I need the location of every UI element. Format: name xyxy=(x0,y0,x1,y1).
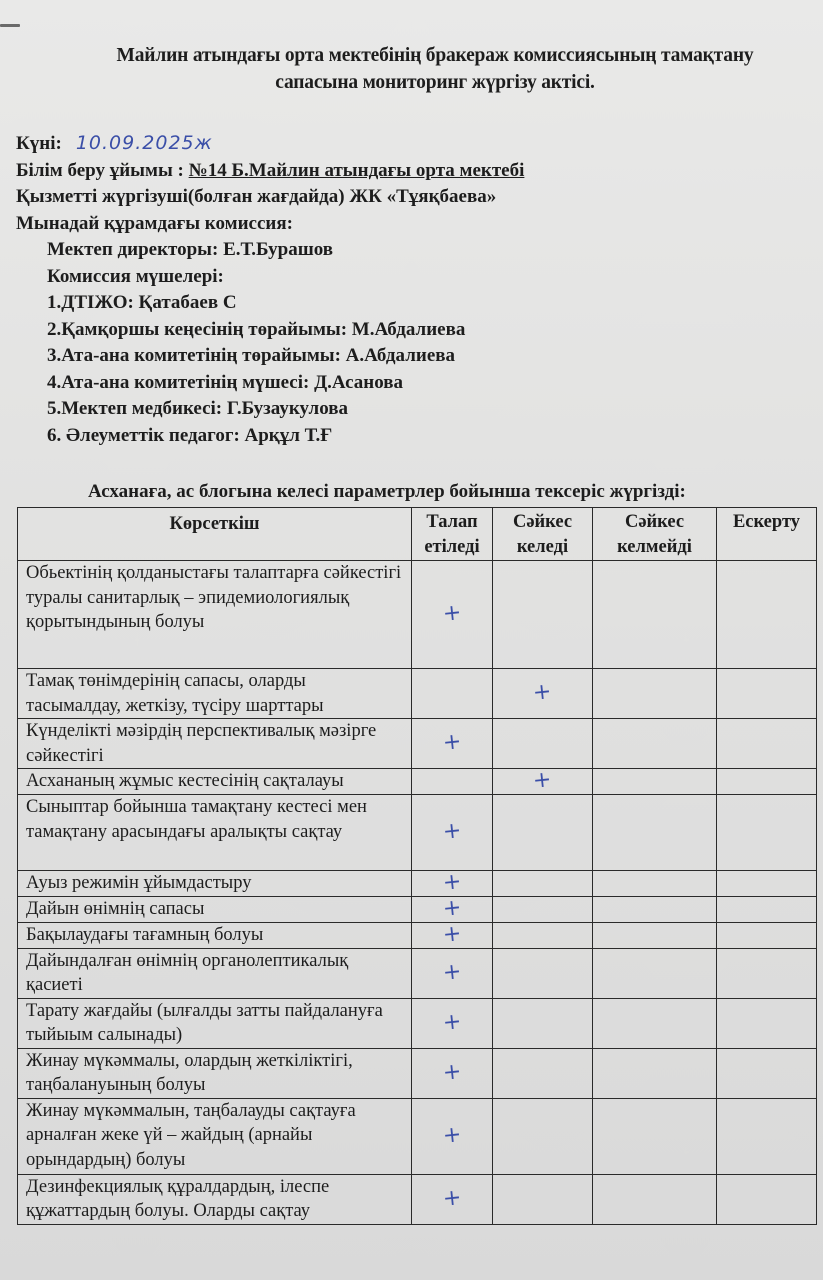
noncompliant-cell xyxy=(593,1098,717,1174)
noncompliant-cell xyxy=(593,795,717,871)
handwritten-plus-mark: + xyxy=(441,1184,463,1212)
handwritten-plus-mark: + xyxy=(441,1008,463,1036)
document-info xyxy=(16,130,816,449)
date-line xyxy=(16,130,816,158)
table-row xyxy=(18,948,817,998)
indicator-cell: Күнделікті мәзірдің перспективалық мәзірге сәйкестігі xyxy=(18,719,412,769)
member-3: 3.Ата-ана комитетінің төрайымы: А.Абдалиева xyxy=(47,345,456,366)
noncompliant-cell xyxy=(593,948,717,998)
note-cell xyxy=(717,561,817,669)
indicator-cell: Тарату жағдайы (ылғалды затты пайдалануға тыйыым салынады) xyxy=(18,998,412,1048)
noncompliant-cell xyxy=(593,871,717,897)
title-line-2: сапасына мониторинг жүргізу актісі. xyxy=(275,72,595,93)
members-heading: Комиссия мүшелері: xyxy=(47,265,224,287)
header-required: Талап етіледі xyxy=(412,508,493,561)
inspection-table xyxy=(17,507,817,1225)
note-cell xyxy=(717,1098,817,1174)
table-row xyxy=(18,922,817,948)
noncompliant-cell xyxy=(593,561,717,669)
compliant-cell xyxy=(493,998,593,1048)
table-row xyxy=(18,795,817,871)
required-cell xyxy=(412,1048,493,1098)
compliant-cell xyxy=(493,1174,593,1224)
compliant-cell xyxy=(493,948,593,998)
note-cell xyxy=(717,1174,817,1224)
date-label: Күні: xyxy=(16,133,62,154)
noncompliant-cell xyxy=(593,719,717,769)
member-4: 4.Ата-ана комитетінің мүшесі: Д.Асанова xyxy=(47,371,404,393)
indicator-cell: Дезинфекциялық құралдардың, ілеспе құжаттардың болуы. Оларды сақтау xyxy=(18,1174,412,1224)
table-row xyxy=(18,769,817,795)
indicator-cell: Асхананың жұмыс кестесінің сақталауы xyxy=(18,769,412,795)
compliant-cell xyxy=(493,922,593,948)
indicator-cell: Бақылаудағы тағамның болуы xyxy=(18,922,412,948)
handwritten-plus-mark: + xyxy=(441,895,463,922)
handwritten-plus-mark: + xyxy=(441,920,463,948)
noncompliant-cell xyxy=(593,669,717,719)
note-cell xyxy=(717,719,817,769)
noncompliant-cell xyxy=(593,1048,717,1098)
required-cell xyxy=(412,1174,493,1224)
table-row xyxy=(18,1048,817,1098)
note-cell xyxy=(717,922,817,948)
required-cell xyxy=(412,1098,493,1174)
handwritten-plus-mark: + xyxy=(441,600,463,628)
note-cell xyxy=(717,769,817,795)
noncompliant-cell xyxy=(593,1174,717,1224)
compliant-cell xyxy=(493,795,593,871)
organization-label: Білім беру ұйымы : xyxy=(16,159,184,181)
provider-line: Қызметті жүргізуші(болған жағдайда) ЖК «Тұяқбаева» xyxy=(16,186,497,207)
member-6: 6. Әлеуметтік педагог: Арқұл Т.Ғ xyxy=(47,424,333,446)
indicator-cell: Сыныптар бойынша тамақтану кестесі мен тамақтану арасындағы аралықты сақтау xyxy=(18,795,412,871)
handwritten-plus-mark: + xyxy=(441,958,463,986)
required-cell xyxy=(412,922,493,948)
required-cell xyxy=(412,897,493,923)
title-line-1: Майлин атындағы орта мектебінің бракераж комиссиясының тамақтану xyxy=(116,45,754,66)
indicator-cell: Ауыз режимін ұйымдастыру xyxy=(18,871,412,897)
note-cell xyxy=(717,897,817,923)
member-2: 2.Қамқоршы кеңесінің төрайымы: М.Абдалиева xyxy=(47,318,466,340)
required-cell xyxy=(412,669,493,719)
noncompliant-cell xyxy=(593,998,717,1048)
table-caption: Асханаға, ас блогына келесі параметрлер бойынша тексеріс жүргізді: xyxy=(88,481,686,502)
director-line: Мектеп директоры: Е.Т.Бурашов xyxy=(47,239,334,260)
member-5: 5.Мектеп медбикесі: Г.Бузаукулова xyxy=(47,398,348,419)
indicator-cell: Жинау мүкәммалын, таңбалауды сақтауға арналған жеке үй – жайдың (арнайы орындардың) болуы xyxy=(18,1098,412,1174)
member-1: 1.ДТІЖО: Қатабаев С xyxy=(47,292,237,313)
compliant-cell xyxy=(493,769,593,795)
organization-value: №14 Б.Майлин атындағы орта мектебі xyxy=(188,159,525,181)
note-cell xyxy=(717,948,817,998)
compliant-cell xyxy=(493,719,593,769)
note-cell xyxy=(717,871,817,897)
organization-line xyxy=(16,158,816,185)
required-cell xyxy=(412,769,493,795)
required-cell xyxy=(412,998,493,1048)
handwritten-plus-mark: + xyxy=(531,679,553,707)
handwritten-plus-mark: + xyxy=(441,1058,463,1086)
table-row xyxy=(18,669,817,719)
document-title xyxy=(40,42,823,96)
table-row xyxy=(18,1098,817,1174)
table-row xyxy=(18,719,817,769)
handwritten-plus-mark: + xyxy=(441,1121,463,1149)
table-row xyxy=(18,561,817,669)
required-cell xyxy=(412,561,493,669)
indicator-cell: Обьектінің қолданыстағы талаптарға сәйкестігі туралы санитарлық – эпидемиологиялық қорытындының болуы xyxy=(18,561,412,669)
compliant-cell xyxy=(493,669,593,719)
indicator-cell: Жинау мүкәммалы, олардың жеткіліктігі, таңбалануының болуы xyxy=(18,1048,412,1098)
required-cell xyxy=(412,871,493,897)
required-cell xyxy=(412,948,493,998)
compliant-cell xyxy=(493,561,593,669)
handwritten-plus-mark: + xyxy=(531,767,553,795)
handwritten-plus-mark: + xyxy=(441,869,463,897)
table-row xyxy=(18,871,817,897)
noncompliant-cell xyxy=(593,922,717,948)
note-cell xyxy=(717,795,817,871)
header-compliant: Сәйкес келеді xyxy=(493,508,593,561)
required-cell xyxy=(412,719,493,769)
header-noncompliant: Сәйкес келмейді xyxy=(593,508,717,561)
compliant-cell xyxy=(493,871,593,897)
note-cell xyxy=(717,998,817,1048)
noncompliant-cell xyxy=(593,769,717,795)
header-note: Ескерту xyxy=(717,508,817,561)
note-cell xyxy=(717,1048,817,1098)
date-handwritten-value: 10.09.2025ж xyxy=(75,132,213,154)
table-row xyxy=(18,897,817,923)
indicator-cell: Тамақ төнімдерінің сапасы, оларды тасымалдау, жеткізу, түсіру шарттары xyxy=(18,669,412,719)
noncompliant-cell xyxy=(593,897,717,923)
table-row xyxy=(18,998,817,1048)
page-edge-mark xyxy=(0,24,20,27)
compliant-cell xyxy=(493,1098,593,1174)
commission-heading: Мынадай құрамдағы комиссия: xyxy=(16,212,293,234)
handwritten-plus-mark: + xyxy=(441,818,463,846)
indicator-cell: Дайын өнімнің сапасы xyxy=(18,897,412,923)
required-cell xyxy=(412,795,493,871)
note-cell xyxy=(717,669,817,719)
header-indicator: Көрсеткіш xyxy=(18,508,412,561)
compliant-cell xyxy=(493,1048,593,1098)
indicator-cell: Дайындалған өнімнің органолептикалық қасиеті xyxy=(18,948,412,998)
handwritten-plus-mark: + xyxy=(441,729,463,757)
table-row xyxy=(18,1174,817,1224)
compliant-cell xyxy=(493,897,593,923)
table-header-row xyxy=(18,508,817,561)
